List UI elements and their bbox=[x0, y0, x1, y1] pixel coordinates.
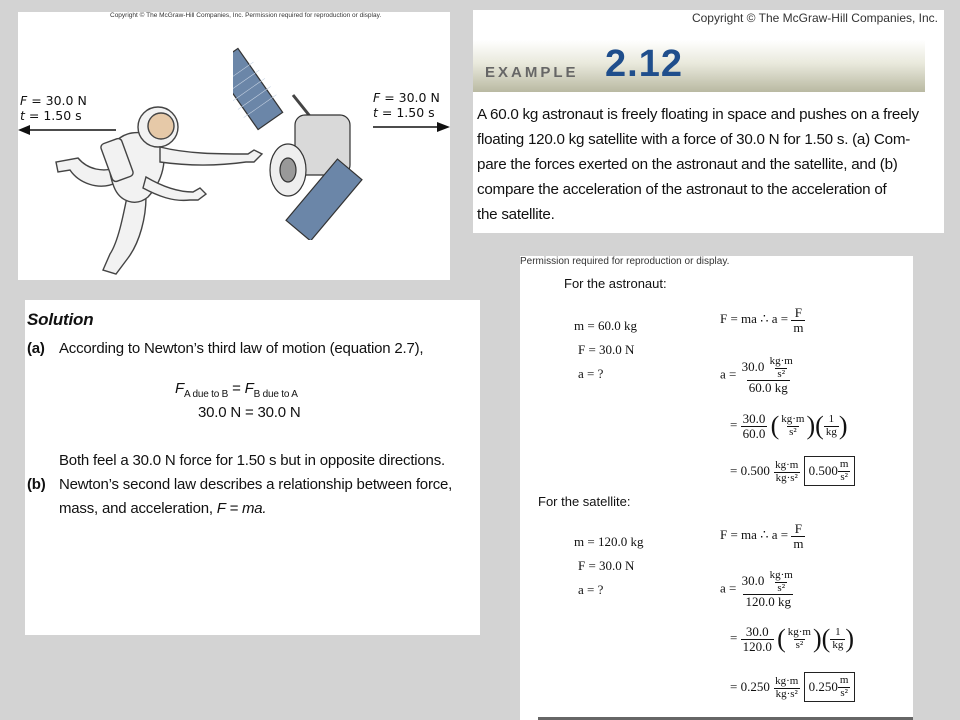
left-force-label: F = 30.0 N t = 1.50 s bbox=[20, 93, 87, 123]
astronaut-accel: a = ? bbox=[578, 366, 604, 381]
illustration-copyright: Copyright © The McGraw-Hill Companies, Inc. Permission required for reproduction or display. bbox=[110, 12, 382, 19]
calculation-panel bbox=[520, 256, 913, 720]
problem-line: compare the acceleration of the astronaut to the acceleration of bbox=[477, 181, 887, 198]
example-problem-text bbox=[477, 102, 939, 227]
satellite-accel: a = ? bbox=[578, 582, 604, 597]
solution-heading: Solution bbox=[27, 310, 94, 329]
satellite-mass: m = 120.0 kg bbox=[574, 534, 644, 549]
astronaut-step-3: = 0.500 $\frac{kg\cdot m}{\text{kg·s²}}$ 0.500 $\frac{m}{\text{s²}}$ bbox=[730, 456, 855, 486]
right-arrow bbox=[373, 119, 450, 135]
problem-line: floating 120.0 kg satellite with a force of 30.0 N for 1.50 s. (a) Com- bbox=[477, 131, 911, 148]
satellite-result: 0.250 $\frac{m}{\text{s²}}$ bbox=[804, 672, 856, 702]
satellite-heading: For the satellite: bbox=[538, 494, 631, 509]
solution-panel bbox=[25, 300, 480, 635]
satellite-law: F = ma ∴ a = $\frac{F}{m}$ bbox=[720, 521, 804, 551]
astronaut-heading: For the astronaut: bbox=[564, 276, 667, 291]
third-law-equation: $F_{A due to B} = F_{B due to A}$ bbox=[175, 380, 298, 400]
problem-line: the satellite. bbox=[477, 206, 555, 223]
both-feel-text: Both feel a 30.0 N force for 1.50 s but in opposite directions. bbox=[59, 452, 445, 469]
astronaut-mass: m = 60.0 kg bbox=[574, 318, 637, 333]
astronaut-step-2: = $\frac{30.0}{60.0}$ ( $\frac{kg\cdot m}{\text{s²}}$ )( $\frac{1}{kg}$ ) bbox=[730, 410, 848, 441]
astronaut-force: F = 30.0 N bbox=[578, 342, 635, 357]
satellite-step-2: = $\frac{30.0}{120.0}$ ( $\frac{kg\cdot m}{\text{s²}}$ )( $\frac{1}{kg}$ ) bbox=[730, 623, 855, 654]
illustration-panel bbox=[18, 12, 450, 280]
example-label: EXAMPLE bbox=[485, 64, 579, 81]
calc-permission: Permission required for reproduction or display. bbox=[520, 256, 730, 267]
part-b-text-2: mass, and acceleration, F = ma. bbox=[59, 500, 267, 517]
part-a-text: According to Newton’s third law of motion (equation 2.7), bbox=[59, 340, 424, 357]
example-copyright: Copyright © The McGraw-Hill Companies, Inc. bbox=[691, 11, 938, 25]
astronaut-result: 0.500 $\frac{m}{\text{s²}}$ bbox=[804, 456, 856, 486]
part-b-marker: (b) bbox=[27, 476, 46, 493]
astronaut-step-1: a = 30.0 $\frac{kg\cdot m}{\text{s²}}$ 60.0 kg bbox=[720, 355, 793, 396]
satellite-force: F = 30.0 N bbox=[578, 558, 635, 573]
satellite-step-1: a = 30.0 $\frac{kg\cdot m}{\text{s²}}$ 120.0 kg bbox=[720, 569, 793, 610]
problem-line: A 60.0 kg astronaut is freely floating in space and pushes on a freely bbox=[477, 106, 919, 123]
example-number: 2.12 bbox=[605, 43, 683, 85]
part-a-marker: (a) bbox=[27, 340, 45, 357]
part-b-text-1: Newton’s second law describes a relationship between force, bbox=[59, 476, 453, 493]
force-equality: 30.0 N = 30.0 N bbox=[198, 404, 301, 421]
right-force-label: F = 30.0 N t = 1.50 s bbox=[373, 90, 440, 120]
satellite-step-3: = 0.250 $\frac{kg\cdot m}{\text{kg·s²}}$ 0.250 $\frac{m}{\text{s²}}$ bbox=[730, 672, 855, 702]
astronaut-law: F = ma ∴ a = $\frac{F}{m}$ bbox=[720, 305, 804, 335]
problem-line: pare the forces exerted on the astronaut and the satellite, and (b) bbox=[477, 156, 898, 173]
example-panel bbox=[473, 10, 944, 233]
satellite-drawing bbox=[233, 20, 383, 240]
